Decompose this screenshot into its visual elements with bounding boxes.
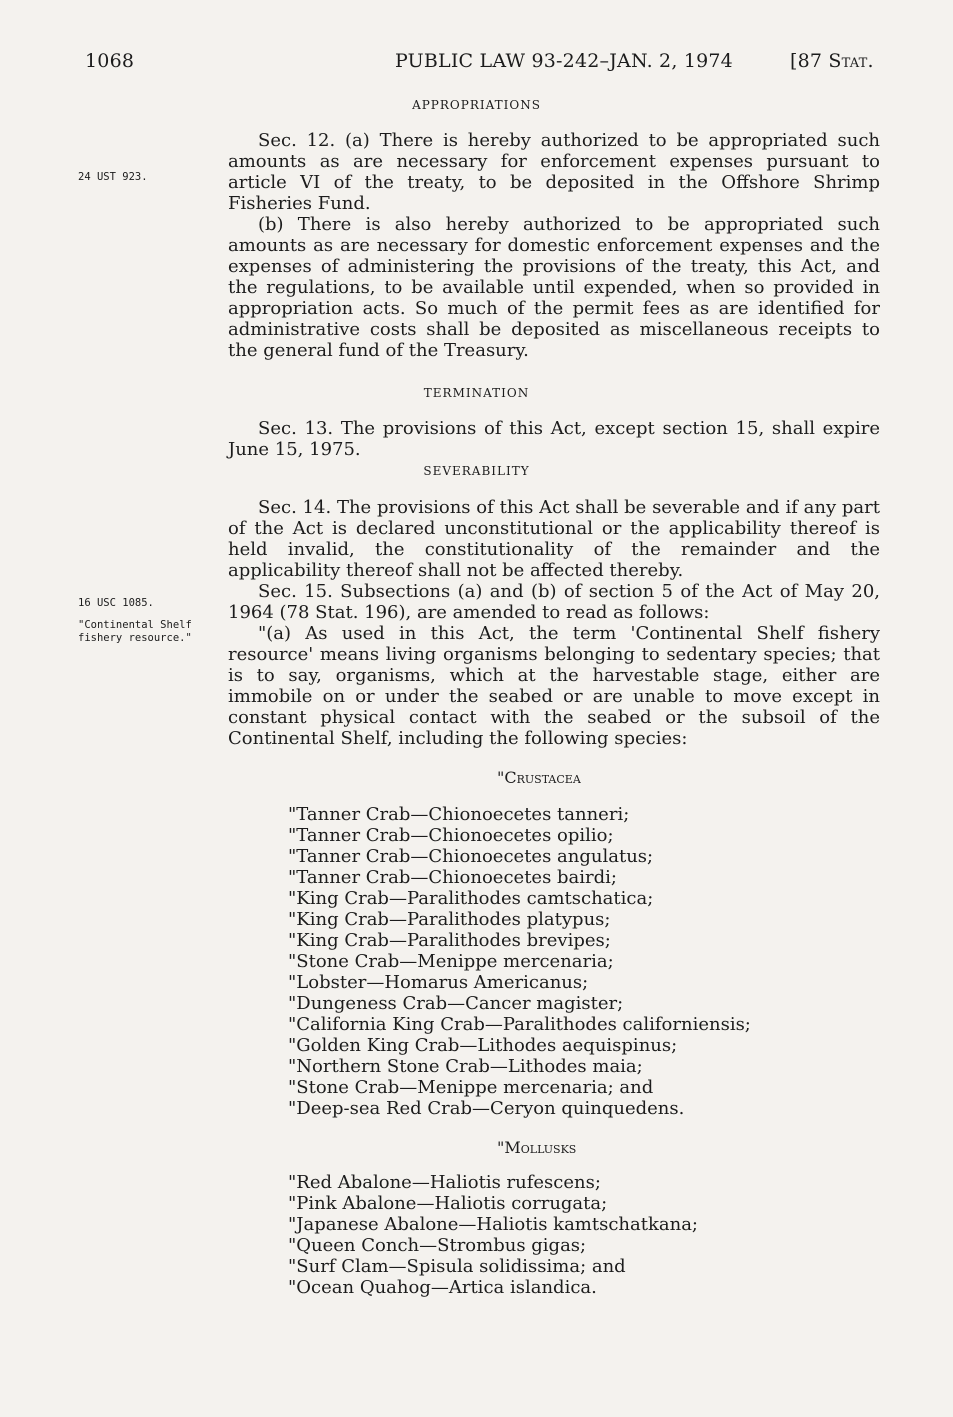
list-item: "Stone Crab—Menippe mercenaria; and xyxy=(288,1077,654,1098)
margin-note-continental-shelf: "Continental Shelf fishery resource." xyxy=(78,619,192,644)
statute-reference: [87 Stat. xyxy=(790,50,874,72)
sec13-text: Sec. 13. The provisions of this Act, except section 15, shall expire June 15, 1975. xyxy=(228,418,880,460)
severability-section xyxy=(228,497,880,749)
list-item: "Deep-sea Red Crab—Ceryon quinquedens. xyxy=(288,1098,685,1119)
appropriations-heading: APPROPRIATIONS xyxy=(412,98,541,112)
list-item: "Tanner Crab—Chionoecetes tanneri; xyxy=(288,804,630,825)
termination-heading: TERMINATION xyxy=(423,386,530,400)
list-item: "Queen Conch—Strombus gigas; xyxy=(288,1235,587,1256)
sec12-para-b: (b) There is also hereby authorized to be appropriated such amounts as are necessary for domestic enforcement expenses and the expenses of administering the provisions of the treaty, this Act, and the regulations, to be available until expended, when so provided in appropriation acts. So much of the permit fees as are identified for administrative costs shall be deposited as miscellaneous receipts to the general fund of the Treasury. xyxy=(228,214,880,361)
list-item: "Ocean Quahog—Artica islandica. xyxy=(288,1277,597,1298)
sec15-intro: Sec. 15. Subsections (a) and (b) of section 5 of the Act of May 20, 1964 (78 Stat. 196), are amended to read as follows: xyxy=(228,581,880,623)
crustacea-heading: "Crustacea xyxy=(497,768,581,787)
list-item: "Tanner Crab—Chionoecetes opilio; xyxy=(288,825,614,846)
list-item: "Golden King Crab—Lithodes aequispinus; xyxy=(288,1035,678,1056)
page-number: 1068 xyxy=(85,50,135,72)
list-item: "California King Crab—Paralithodes californiensis; xyxy=(288,1014,751,1035)
list-item: "Tanner Crab—Chionoecetes bairdi; xyxy=(288,867,617,888)
appropriations-section xyxy=(228,130,880,361)
list-item: "Surf Clam—Spisula solidissima; and xyxy=(288,1256,626,1277)
severability-heading: SEVERABILITY xyxy=(423,464,530,478)
list-item: "King Crab—Paralithodes platypus; xyxy=(288,909,611,930)
mollusks-list xyxy=(288,1172,698,1298)
list-item: "Pink Abalone—Haliotis corrugata; xyxy=(288,1193,608,1214)
mollusks-heading: "Mollusks xyxy=(497,1138,577,1157)
sec14-text: Sec. 14. The provisions of this Act shall be severable and if any part of the Act is declared unconstitutional or the applicability thereof is held invalid, the constitutionality of the remainder and the applicability thereof shall not be affected thereby. xyxy=(228,497,880,581)
list-item: "Stone Crab—Menippe mercenaria; xyxy=(288,951,614,972)
list-item: "Northern Stone Crab—Lithodes maia; xyxy=(288,1056,643,1077)
list-item: "Japanese Abalone—Haliotis kamtschatkana; xyxy=(288,1214,699,1235)
margin-note-24-ust: 24 UST 923. xyxy=(78,171,148,183)
list-item: "Lobster—Homarus Americanus; xyxy=(288,972,589,993)
crustacea-list xyxy=(288,804,751,1119)
sec12-para-a: Sec. 12. (a) There is hereby authorized to be appropriated such amounts as are necessary for enforcement expenses pursuant to article VI of the treaty, to be deposited in the Offshore Shrimp Fisheries Fund. xyxy=(228,130,880,214)
sec15-definition: "(a) As used in this Act, the term 'Continental Shelf fishery resource' means living organisms belonging to sedentary species; that is to say, organisms, which at the harvestable stage, either are immobile on or under the seabed or are unable to move except in constant physical contact with the seabed or the subsoil of the Continental Shelf, including the following species: xyxy=(228,623,880,749)
list-item: "Tanner Crab—Chionoecetes angulatus; xyxy=(288,846,654,867)
list-item: "Dungeness Crab—Cancer magister; xyxy=(288,993,624,1014)
termination-section xyxy=(228,418,880,460)
list-item: "King Crab—Paralithodes camtschatica; xyxy=(288,888,654,909)
list-item: "King Crab—Paralithodes brevipes; xyxy=(288,930,611,951)
page-title: PUBLIC LAW 93-242–JAN. 2, 1974 xyxy=(395,50,733,72)
margin-note-16-usc: 16 USC 1085. xyxy=(78,597,154,609)
list-item: "Red Abalone—Haliotis rufescens; xyxy=(288,1172,601,1193)
